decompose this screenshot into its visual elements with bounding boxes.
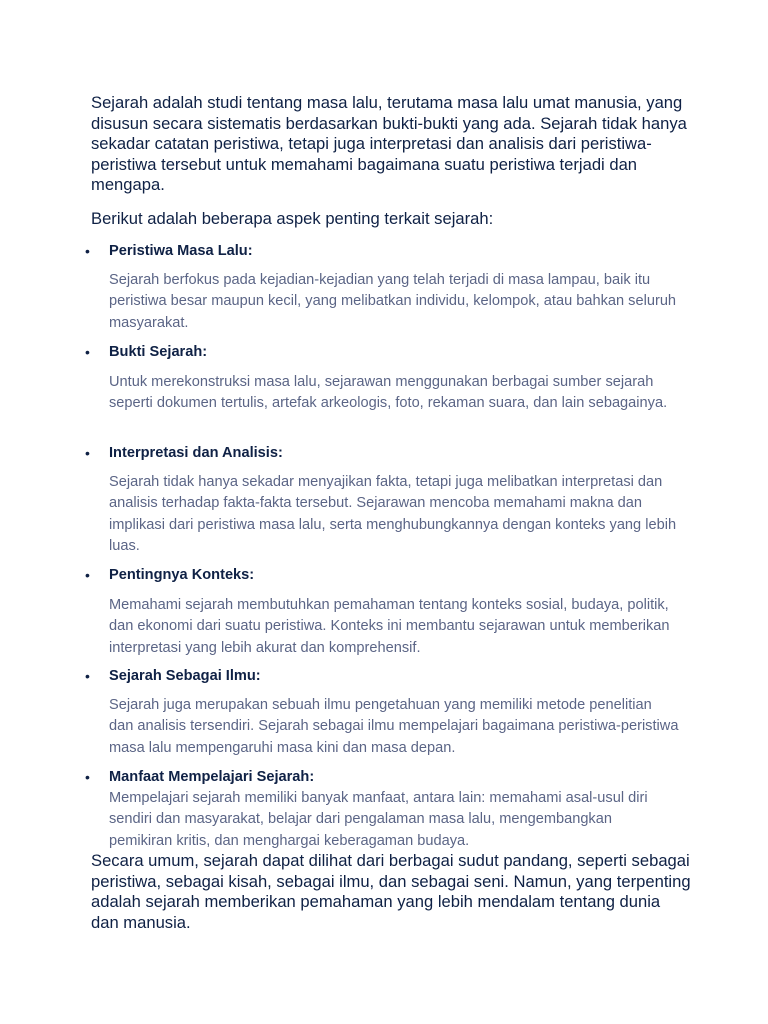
item-title: Sejarah Sebagai Ilmu: [109,668,261,684]
item-title: Interpretasi dan Analisis: [109,445,283,461]
item-title: Peristiwa Masa Lalu: [109,243,253,259]
item-title: Bukti Sejarah: [109,344,208,360]
bullet-icon: • [85,668,90,684]
bullet-icon: • [85,445,90,461]
bullet-icon: • [85,567,90,583]
item-description: Sejarah berfokus pada kejadian-kejadian yang telah terjadi di masa lampau, baik itu peristiwa besar maupun kecil, yang melibatkan individu, kelompok, atau bahkan seluruh masyarakat. [109,272,677,331]
lead-paragraph: Berikut adalah beberapa aspek penting terkait sejarah: [91,209,494,228]
item-title: Pentingnya Konteks: [109,567,255,583]
closing-paragraph: Secara umum, sejarah dapat dilihat dari berbagai sudut pandang, seperti sebagai peristiwa, sebagai kisah, sebagai ilmu, dan sebagai seni. Namun, yang terpenting adalah sejarah memberikan pemahaman yang lebih mendalam tentang dunia dan manusia. [91,851,691,932]
bullet-icon: • [85,769,90,785]
item-description: Mempelajari sejarah memiliki banyak manfaat, antara lain: memahami asal-usul diri sendiri dan masyarakat, belajar dari pengalaman masa lalu, mengembangkan pemikiran kritis, dan menghargai keberagaman budaya. [109,790,648,849]
intro-paragraph: Sejarah adalah studi tentang masa lalu, terutama masa lalu umat manusia, yang disusun secara sistematis berdasarkan bukti-bukti yang ada. Sejarah tidak hanya sekadar catatan peristiwa, tetapi juga interpretasi dan analisis dari peristiwa-peristiwa tersebut untuk memahami bagaimana suatu peristiwa terjadi dan mengapa. [91,93,687,194]
item-description: Sejarah juga merupakan sebuah ilmu pengetahuan yang memiliki metode penelitian dan analisis tersendiri. Sejarah sebagai ilmu mempelajari bagaimana peristiwa-peristiwa masa lalu mempengaruhi masa kini dan masa depan. [109,697,679,756]
bullet-icon: • [85,344,90,360]
item-description: Sejarah tidak hanya sekadar menyajikan fakta, tetapi juga melibatkan interpretasi dan analisis terhadap fakta-fakta tersebut. Sejarawan mencoba memahami makna dan implikasi dari peristiwa masa lalu, serta menghubungkannya dengan konteks yang lebih luas. [109,474,677,555]
bullet-icon: • [85,243,90,259]
item-description: Memahami sejarah membutuhkan pemahaman tentang konteks sosial, budaya, politik, dan ekonomi dari suatu peristiwa. Konteks ini membantu sejarawan untuk memberikan interpretasi yang lebih akurat dan komprehensif. [109,597,670,656]
item-title: Manfaat Mempelajari Sejarah: [109,769,315,785]
item-description: Untuk merekonstruksi masa lalu, sejarawan menggunakan berbagai sumber sejarah seperti dokumen tertulis, artefak arkeologis, foto, rekaman suara, dan lain sebagainya. [109,374,668,412]
